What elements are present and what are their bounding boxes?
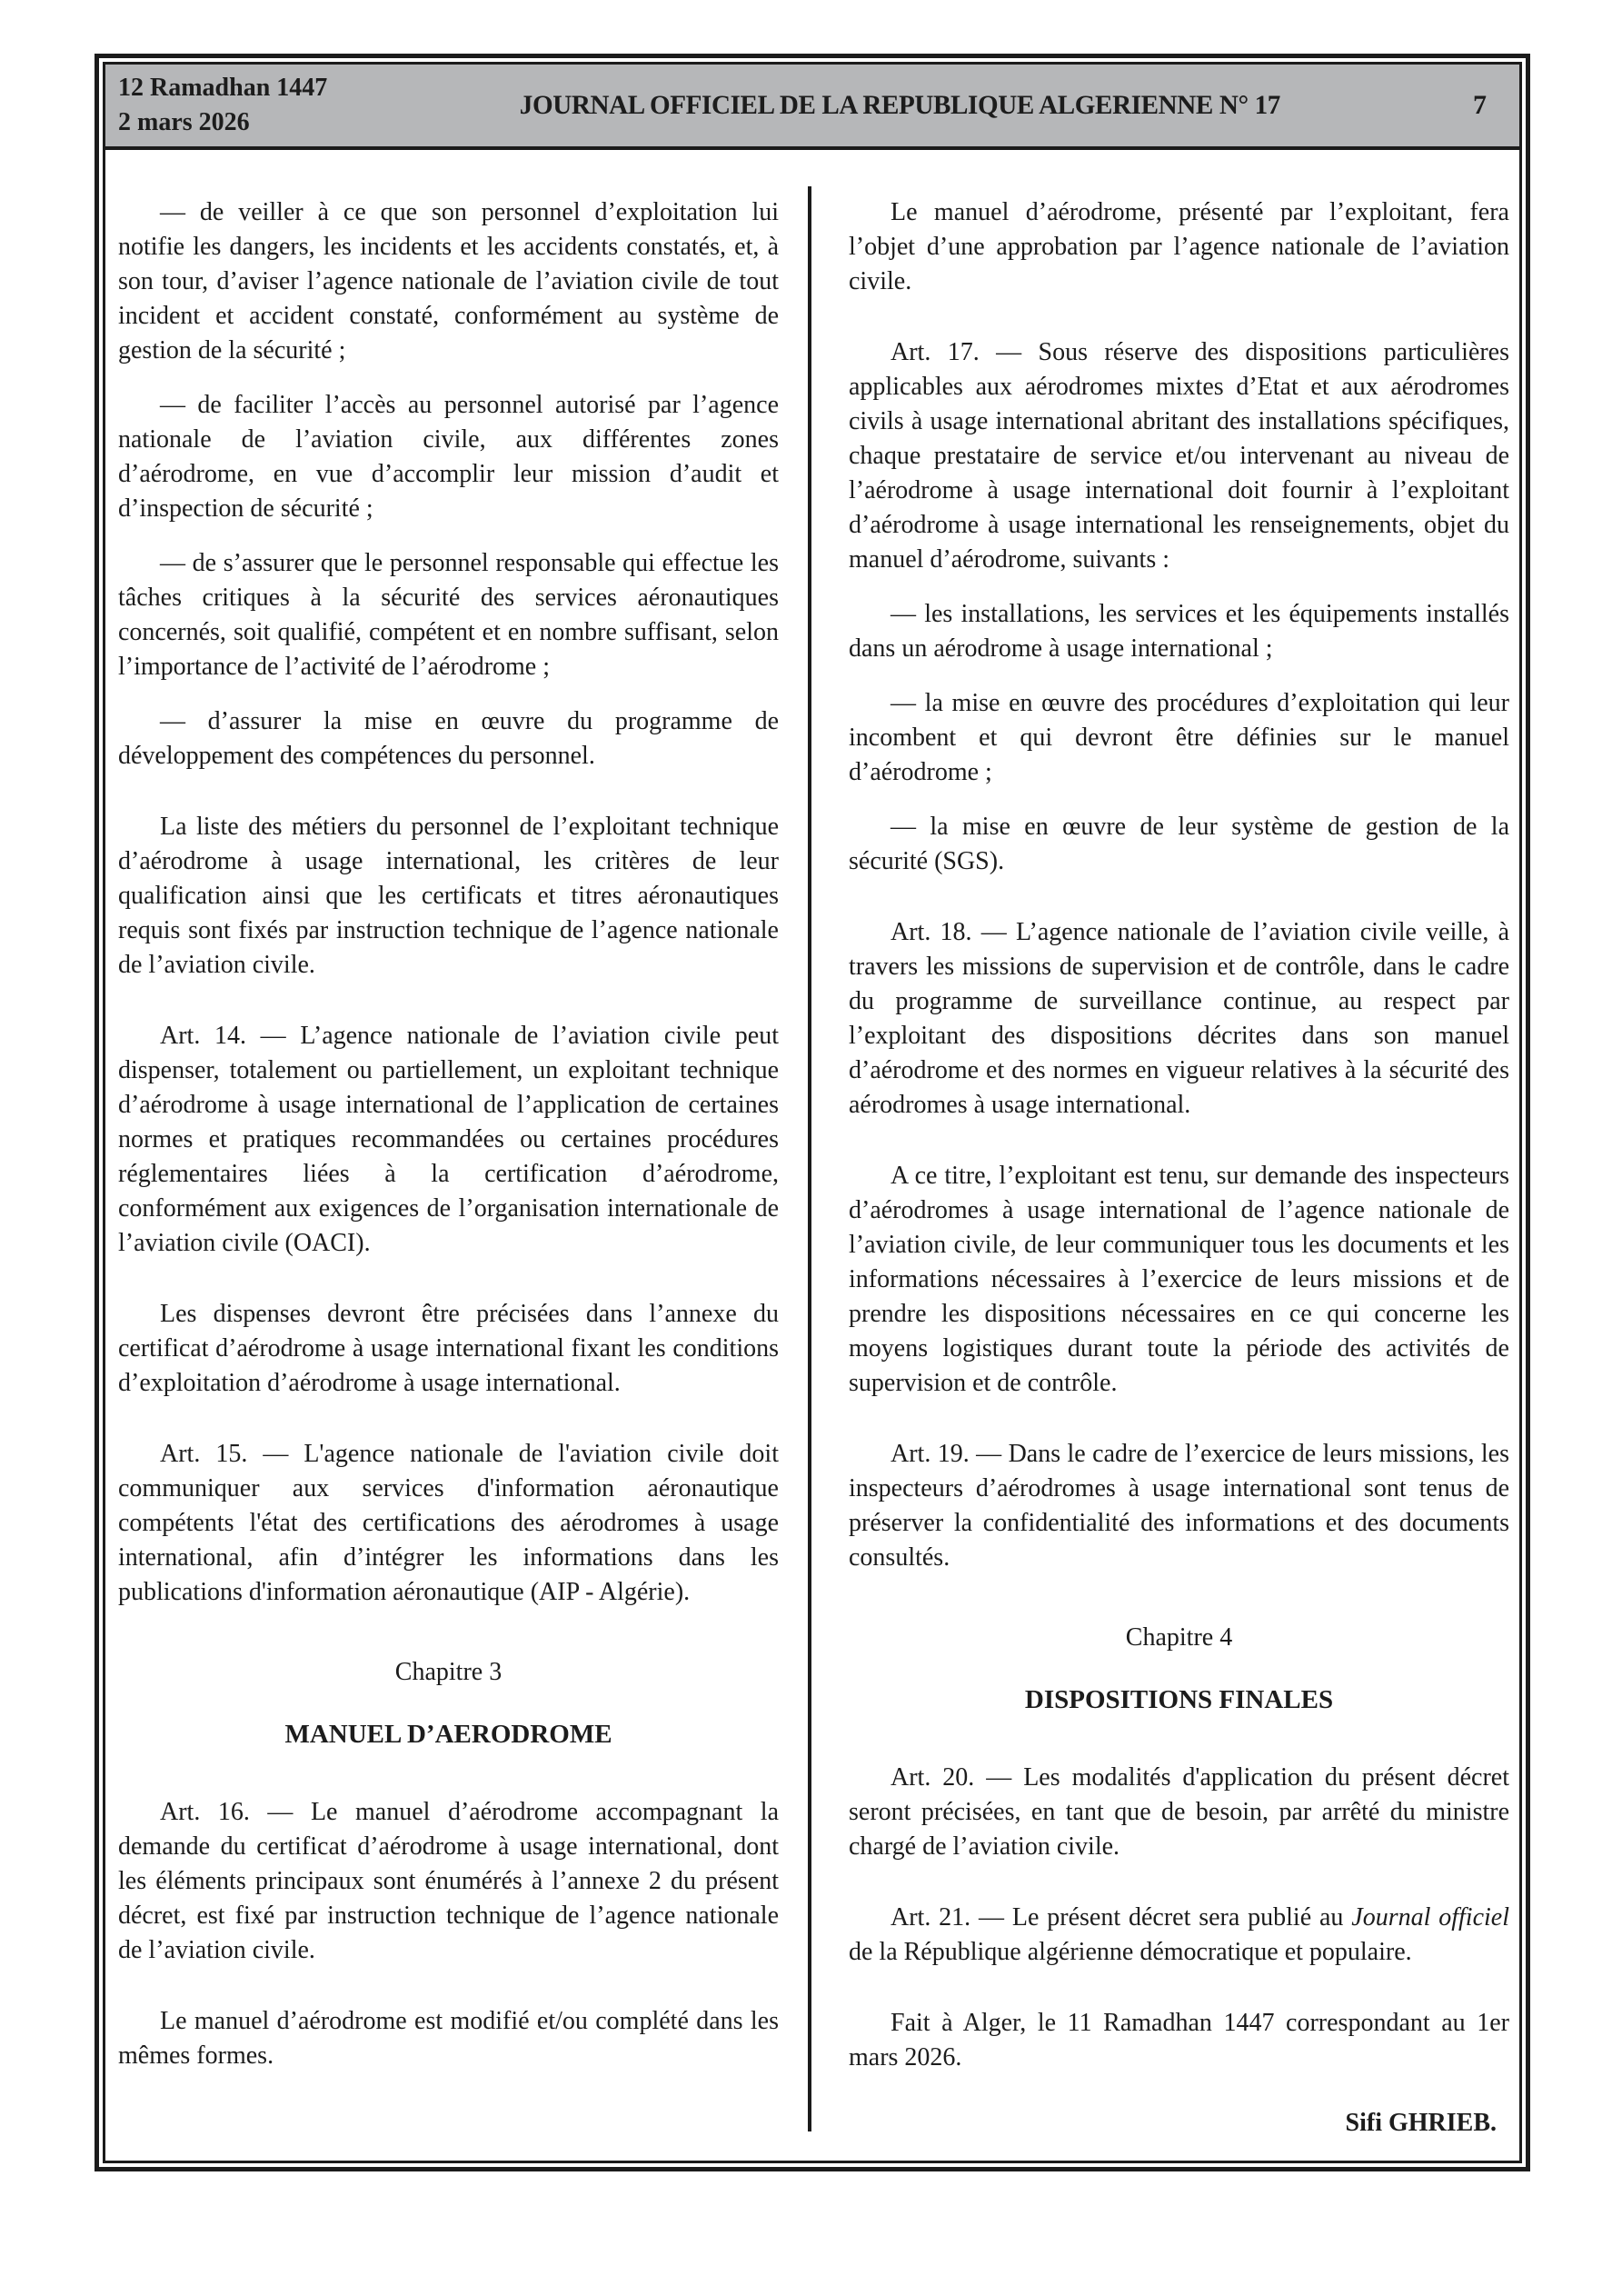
list-item-paragraph: [849, 810, 1509, 879]
text-run: Fait à Alger, le 11 Ramadhan 1447 correspondant au 1er mars 2026.: [849, 2009, 1509, 2071]
list-item-paragraph: [118, 388, 779, 526]
text-run: de la République algérienne démocratique et populaire.: [849, 1938, 1412, 1966]
text-run: Les dispenses devront être précisées dans l’annexe du certificat d’aérodrome à usage international fixant les conditions d’exploitation d’aérodrome à usage international.: [118, 1300, 779, 1397]
page-frame-inner: [103, 62, 1522, 2163]
column-divider: [808, 186, 811, 2131]
chapter-heading: [118, 1655, 779, 1690]
list-item-paragraph: [118, 546, 779, 684]
chapter-heading: [849, 1621, 1509, 1655]
column-left: [118, 195, 779, 2073]
text-run: Art. 18. — L’agence nationale de l’aviation civile veille, à travers les missions de supervision et de contrôle, dans le cadre du programme de surveillance continue, au respect par l’exploitant des dispositions décrites dans son manuel d’aérodrome et des normes en vigueur relatives à la sécurité des aérodromes à usage international.: [849, 918, 1509, 1119]
text-run: Art. 14. — L’agence nationale de l’aviation civile peut dispenser, totalement ou partiellement, un exploitant technique d’aérodrome à usage international de l’application de certaines normes et pratiques recommandées ou certaines procédures réglementaires liées à la certification d’aérodrome, conformément aux exigences de l’organisation internationale de l’aviation civile (OACI).: [118, 1022, 779, 1257]
journal-title: JOURNAL OFFICIEL DE LA REPUBLIQUE ALGERIENNE N° 17: [520, 90, 1281, 120]
article-paragraph: [118, 1795, 779, 1968]
text-run: Art. 21. — Le présent décret sera publié au: [891, 1903, 1352, 1932]
text-run: — la mise en œuvre des procédures d’exploitation qui leur incombent et qui devront être définies sur le manuel d’aérodrome ;: [849, 689, 1509, 786]
text-run: Sifi GHRIEB.: [1345, 2109, 1497, 2137]
paragraph: [849, 195, 1509, 299]
article-paragraph: [118, 1019, 779, 1261]
page-number: 7: [1473, 90, 1487, 120]
paragraph: [849, 1159, 1509, 1401]
italic-run: Journal officiel: [1351, 1903, 1509, 1932]
list-item-paragraph: [849, 597, 1509, 666]
text-run: Chapitre 4: [1125, 1623, 1233, 1652]
text-run: MANUEL D’AERODROME: [284, 1720, 612, 1749]
text-run: — les installations, les services et les équipements installés dans un aérodrome à usage international ;: [849, 600, 1509, 663]
text-run: Le manuel d’aérodrome est modifié et/ou complété dans les mêmes formes.: [118, 2007, 779, 2070]
text-run: Art. 20. — Les modalités d'application du présent décret seront précisées, en tant que de besoin, par arrêté du ministre chargé de l’aviation civile.: [849, 1763, 1509, 1861]
list-item-paragraph: [849, 686, 1509, 790]
section-title: [118, 1717, 779, 1752]
text-run: — d’assurer la mise en œuvre du programme de développement des compétences du personnel.: [118, 707, 779, 770]
article-paragraph: [849, 1437, 1509, 1575]
paragraph: [118, 810, 779, 983]
section-title: [849, 1682, 1509, 1717]
paragraph: [118, 2004, 779, 2073]
text-run: — de veiller à ce que son personnel d’exploitation lui notifie les dangers, les incidents et les accidents constatés, et, à son tour, d’aviser l’agence nationale de l’aviation civile de tout incident et accident constaté, conformément au système de gestion de la sécurité ;: [118, 198, 779, 364]
text-run: Art. 16. — Le manuel d’aérodrome accompagnant la demande du certificat d’aérodrome à usage international, dont les éléments principaux sont énumérés à l’annexe 2 du présent décret, est fixé par instruction technique de l’agence nationale de l’aviation civile.: [118, 1798, 779, 1964]
article-paragraph: [849, 335, 1509, 577]
text-run: Art. 17. — Sous réserve des dispositions particulières applicables aux aérodromes mixtes d’Etat et aux aérodromes civils à usage international abritant des installations spécifiques, chaque prestataire de service et/ou intervenant au niveau de l’aérodrome à usage international doit fournir à l’exploitant d’aérodrome à usage international les renseignements, objet du manuel d’aérodrome, suivants :: [849, 338, 1509, 574]
list-item-paragraph: [118, 195, 779, 368]
article-paragraph: [849, 1901, 1509, 1970]
text-run: DISPOSITIONS FINALES: [1024, 1685, 1334, 1714]
column-right: [849, 195, 1509, 2141]
paragraph: [849, 2006, 1509, 2075]
text-run: Art. 15. — L'agence nationale de l'aviation civile doit communiquer aux services d'information aéronautique compétents l'état des certifications des aérodromes à usage international, afin d’intégrer les informations dans les publications d'information aéronautique (AIP - Algérie).: [118, 1440, 779, 1606]
article-paragraph: [849, 915, 1509, 1123]
masthead: [105, 65, 1519, 150]
text-run: Art. 19. — Dans le cadre de l’exercice de leurs missions, les inspecteurs d’aérodromes à usage international sont tenus de préserver la confidentialité des informations et des documents consultés.: [849, 1440, 1509, 1572]
list-item-paragraph: [118, 704, 779, 774]
date-hijri: 12 Ramadhan 1447: [118, 74, 328, 102]
text-run: — la mise en œuvre de leur système de gestion de la sécurité (SGS).: [849, 813, 1509, 875]
article-paragraph: [849, 1761, 1509, 1864]
text-run: Le manuel d’aérodrome, présenté par l’exploitant, fera l’objet d’une approbation par l’agence nationale de l’aviation civile.: [849, 198, 1509, 295]
text-run: Chapitre 3: [394, 1658, 503, 1686]
text-run: La liste des métiers du personnel de l’exploitant technique d’aérodrome à usage international, les critères de leur qualification ainsi que les certificats et titres aéronautiques requis sont fixés par instruction technique de l’agence nationale de l’aviation civile.: [118, 813, 779, 979]
page-frame: [95, 54, 1530, 2171]
article-paragraph: [118, 1437, 779, 1610]
date-gregorian: 2 mars 2026: [118, 108, 250, 136]
signature: [849, 2106, 1509, 2141]
text-run: — de faciliter l’accès au personnel autorisé par l’agence nationale de l’aviation civile, aux différentes zones d’aérodrome, en vue d’accomplir leur mission d’audit et d’inspection de sécurité ;: [118, 391, 779, 523]
text-run: — de s’assurer que le personnel responsable qui effectue les tâches critiques à la sécurité des services aéronautiques concernés, soit qualifié, compétent et en nombre suffisant, selon l’importance de l’activité de l’aérodrome ;: [118, 549, 779, 681]
paragraph: [118, 1297, 779, 1401]
text-run: A ce titre, l’exploitant est tenu, sur demande des inspecteurs d’aérodromes à usage international de l’agence nationale de l’aviation civile, de leur communiquer tous les documents et les informations nécessaires à l’exercice de leurs missions et de prendre les dispositions nécessaires en ce qui concerne les moyens logistiques durant toute la période des activités de supervision et de contrôle.: [849, 1162, 1509, 1397]
issue-dates: [105, 71, 327, 140]
